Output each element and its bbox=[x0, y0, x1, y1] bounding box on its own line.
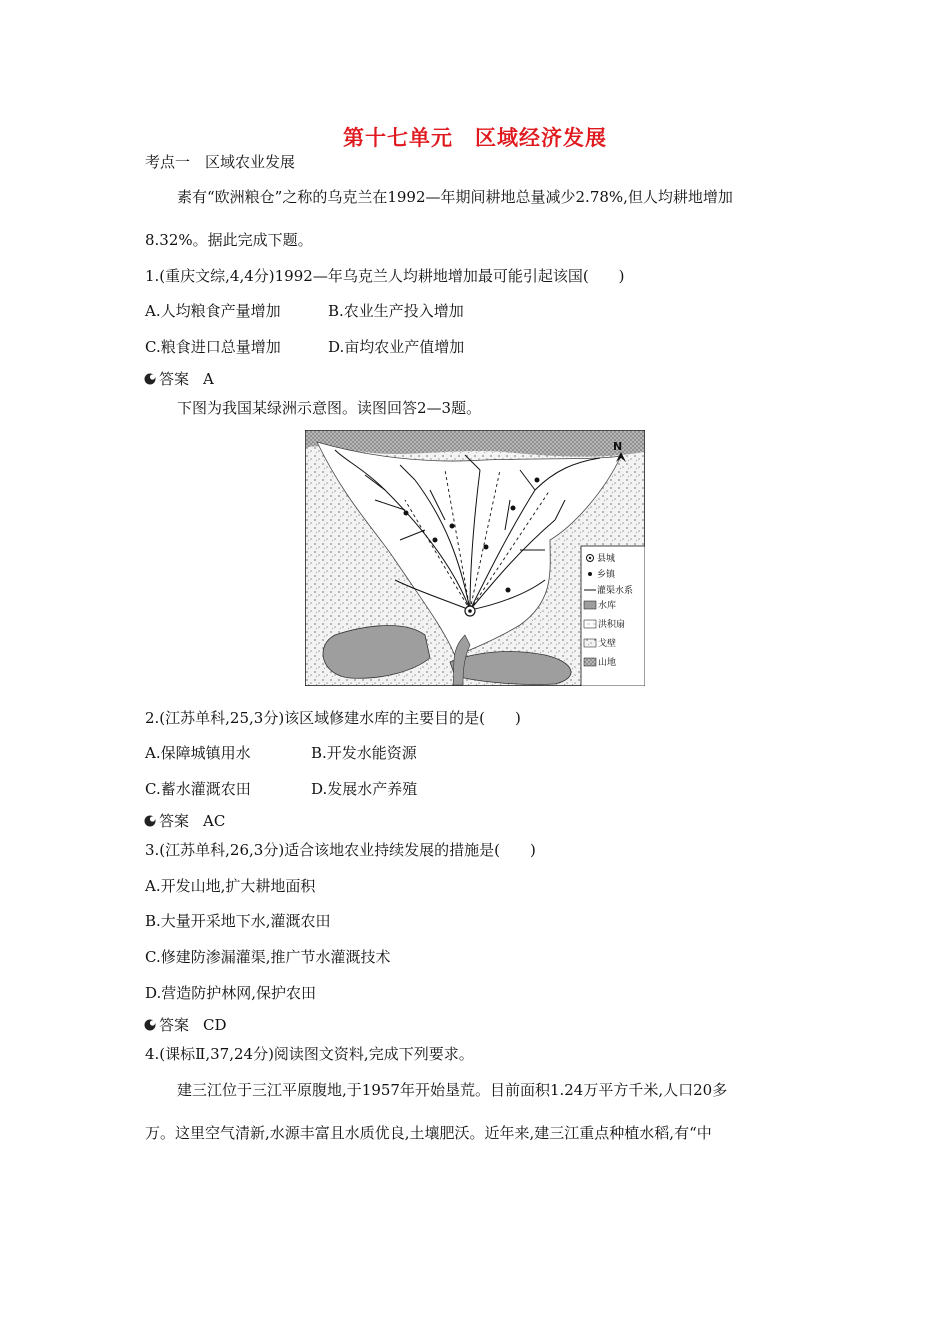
map-intro: 下图为我国某绿洲示意图。读图回答2—3题。 bbox=[177, 399, 482, 417]
legend-reservoir: 水库 bbox=[598, 601, 617, 611]
intro-line-1: 素有“欧洲粮仓”之称的乌克兰在1992—年期间耕地总量减少2.78%,但人均耕地增加 bbox=[177, 188, 733, 206]
q3-option-b: B.大量开采地下水,灌溉农田 bbox=[145, 912, 331, 930]
answer-value: A bbox=[203, 370, 214, 388]
answer-label: 答案 bbox=[159, 1016, 190, 1034]
answer-value: CD bbox=[203, 1016, 227, 1034]
q4-paragraph-line-1: 建三江位于三江平原腹地,于1957年开始垦荒。目前面积1.24万平方千米,人口20多 bbox=[177, 1081, 728, 1099]
q3-answer bbox=[143, 1015, 227, 1035]
legend-fan: 洪积扇 bbox=[598, 620, 626, 630]
q1-stem: 1.(重庆文综,4,4分)1992—年乌克兰人均耕地增加最可能引起该国( ) bbox=[145, 267, 625, 285]
legend-gobi: 戈壁 bbox=[598, 639, 617, 649]
q1-option-c: C.粮食进口总量增加 bbox=[145, 338, 281, 356]
q4-stem: 4.(课标Ⅱ,37,24分)阅读图文资料,完成下列要求。 bbox=[145, 1045, 474, 1063]
answer-mark-icon bbox=[143, 814, 157, 828]
answer-label: 答案 bbox=[159, 370, 190, 388]
unit-title: 第十七单元 区域经济发展 bbox=[343, 126, 607, 150]
map-legend bbox=[581, 546, 645, 686]
q1-option-d: D.亩均农业产值增加 bbox=[328, 338, 465, 356]
answer-value: AC bbox=[203, 812, 226, 830]
legend-mountain: 山地 bbox=[598, 658, 617, 668]
q1-answer bbox=[143, 369, 214, 389]
legend-canal: 灌渠水系 bbox=[597, 586, 634, 596]
answer-mark-icon bbox=[143, 372, 157, 386]
legend-county: 县城 bbox=[597, 554, 616, 564]
section-heading: 考点一 区域农业发展 bbox=[145, 153, 296, 171]
q2-answer bbox=[143, 811, 225, 831]
q1-option-b: B.农业生产投入增加 bbox=[328, 302, 464, 320]
county-seat-marker bbox=[465, 606, 475, 616]
intro-line-2: 8.32%。据此完成下题。 bbox=[145, 231, 313, 249]
q3-stem: 3.(江苏单科,26,3分)适合该地农业持续发展的措施是( ) bbox=[145, 841, 536, 859]
q2-option-d: D.发展水产养殖 bbox=[311, 780, 418, 798]
q3-option-d: D.营造防护林网,保护农田 bbox=[145, 984, 317, 1002]
q2-stem: 2.(江苏单科,25,3分)该区域修建水库的主要目的是( ) bbox=[145, 709, 521, 727]
q2-option-c: C.蓄水灌溉农田 bbox=[145, 780, 251, 798]
legend-township: 乡镇 bbox=[597, 570, 616, 580]
q3-option-a: A.开发山地,扩大耕地面积 bbox=[145, 877, 316, 895]
oasis-map bbox=[305, 430, 645, 686]
q4-paragraph-line-2: 万。这里空气清新,水源丰富且水质优良,土壤肥沃。近年来,建三江重点种植水稻,有“中 bbox=[145, 1124, 712, 1142]
answer-label: 答案 bbox=[159, 812, 190, 830]
q1-option-a: A.人均粮食产量增加 bbox=[145, 302, 281, 320]
north-label: N bbox=[613, 440, 623, 453]
answer-mark-icon bbox=[143, 1018, 157, 1032]
q2-option-a: A.保障城镇用水 bbox=[145, 744, 251, 762]
q2-option-b: B.开发水能资源 bbox=[311, 744, 417, 762]
q3-option-c: C.修建防渗漏灌渠,推广节水灌溉技术 bbox=[145, 948, 391, 966]
